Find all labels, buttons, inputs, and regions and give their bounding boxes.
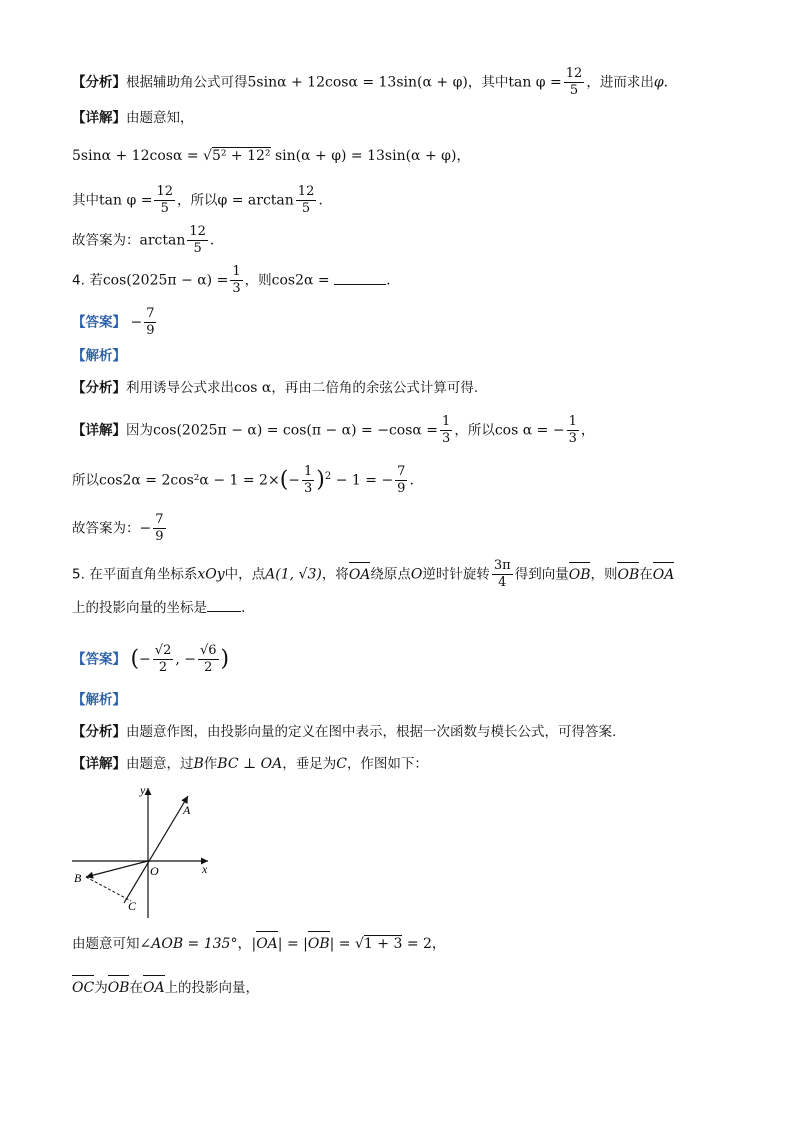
detail-formula-line: 5sinα + 12cosα = √5² + 12² sin(α + φ) = 13sin(α + φ)， — [72, 148, 471, 164]
perpendicular-bc — [86, 877, 131, 901]
fraction: $\frac{1}{3}$ — [568, 414, 577, 446]
jiexi-heading — [72, 346, 126, 366]
analysis-line-3: 【分析】由题意作图，由投影向量的定义在图中表示，根据一次函数与模长公式，可得答案. — [72, 724, 617, 740]
line-oa — [124, 796, 188, 903]
vector-oa: OA — [348, 566, 371, 583]
detail-line-6: 由题意可知∠AOB = 135°，|OA| = |OB| = √1 + 3 = 2， — [72, 936, 446, 952]
question-5: 5. 在平面直角坐标系xOy中，点A(1, √3)，将OA绕原点O逆时针旋转 $\frac{3\pi}{4}$ 得到向量OB，则OB在OA — [72, 558, 675, 590]
answer-tag: 【答案】 — [72, 314, 126, 331]
fraction: $\frac{12}{5}$ — [189, 224, 206, 256]
fraction: $\frac{√2}{2}$ — [154, 643, 172, 675]
answer-4: 【答案】 − $\frac{7}{9}$ — [72, 306, 155, 338]
fraction: $\frac{1}{3}$ — [304, 464, 313, 496]
detail-line-2: 其中tan φ = $\frac{12}{5}$ ，所以φ = arctan $\frac{12}{5}$ . — [72, 184, 323, 216]
vector-ob: OB — [568, 566, 591, 583]
label-y: y — [140, 783, 146, 797]
jiexi-tag: 【解析】 — [72, 348, 126, 364]
label-a: A — [183, 803, 191, 817]
detail-line-4: 所以cos2α = 2cos²α − 1 = 2×(− $\frac{1}{3}$ )$^2$ − 1 = − $\frac{7}{9}$ . — [72, 464, 414, 496]
analysis-tag: 【分析】 — [72, 74, 126, 91]
detail-line-5: 【详解】由题意，过B作BC ⊥ OA，垂足为C，作图如下： — [72, 756, 428, 772]
detail-line-1: 【详解】由题意知， — [72, 110, 194, 126]
label-x: x — [202, 862, 208, 876]
question-5-cont: 上的投影向量的坐标是 . — [72, 600, 246, 616]
label-c: C — [128, 899, 137, 913]
fraction: $\frac{1}{3}$ — [232, 264, 241, 296]
analysis-line-2: 【分析】利用诱导公式求出cos α，再由二倍角的余弦公式计算可得. — [72, 380, 479, 396]
fraction: $\frac{12}{5}$ — [297, 184, 315, 216]
answer-blank — [334, 271, 386, 285]
fraction: $\frac{3\pi}{4}$ — [493, 558, 511, 590]
label-b: B — [74, 871, 82, 885]
label-o: O — [150, 864, 159, 878]
detail-line-3: 【详解】因为cos(2025π − α) = cos(π − α) = −cosα = $\frac{1}{3}$ ，所以cos α = − $\frac{1}{3}$ ， — [72, 414, 595, 446]
analysis-line-1: 【分析】根据辅助角公式可得5sinα + 12cosα = 13sin(α + φ)，其中tan φ = $\frac{12}{5}$ ，进而求出φ. — [72, 66, 669, 98]
fraction: $\frac{7}{9}$ — [146, 306, 155, 338]
fraction: $\frac{12}{5}$ — [156, 184, 173, 216]
vector-ob-line — [86, 861, 148, 877]
detail-line-7: OC为OB在OA上的投影向量， — [72, 980, 260, 996]
question-4: 4. 若cos(2025π − α) = $\frac{1}{3}$ ，则cos2α = . — [72, 264, 391, 296]
answer-line-q3: 故答案为：arctan $\frac{12}{5}$ . — [72, 224, 215, 256]
answer-blank — [207, 598, 241, 612]
jiexi-heading-2: 【解析】 — [72, 692, 126, 708]
formula: 5sinα + 12cosα = 13sin(α + φ) — [247, 74, 468, 91]
answer-line-q4: 故答案为：− $\frac{7}{9}$ — [72, 512, 164, 544]
detail-tag: 【详解】 — [72, 110, 126, 126]
vector-diagram — [66, 782, 216, 922]
fraction: $\frac{12}{5}$ — [565, 66, 583, 98]
fraction: $\frac{7}{9}$ — [397, 464, 406, 496]
fraction: $\frac{√6}{2}$ — [199, 643, 217, 675]
fraction: $\frac{7}{9}$ — [155, 512, 164, 544]
answer-5: 【答案】 (− $\frac{√2}{2}$ , − $\frac{√6}{2}$ ) — [72, 643, 230, 675]
fraction: $\frac{1}{3}$ — [442, 414, 451, 446]
